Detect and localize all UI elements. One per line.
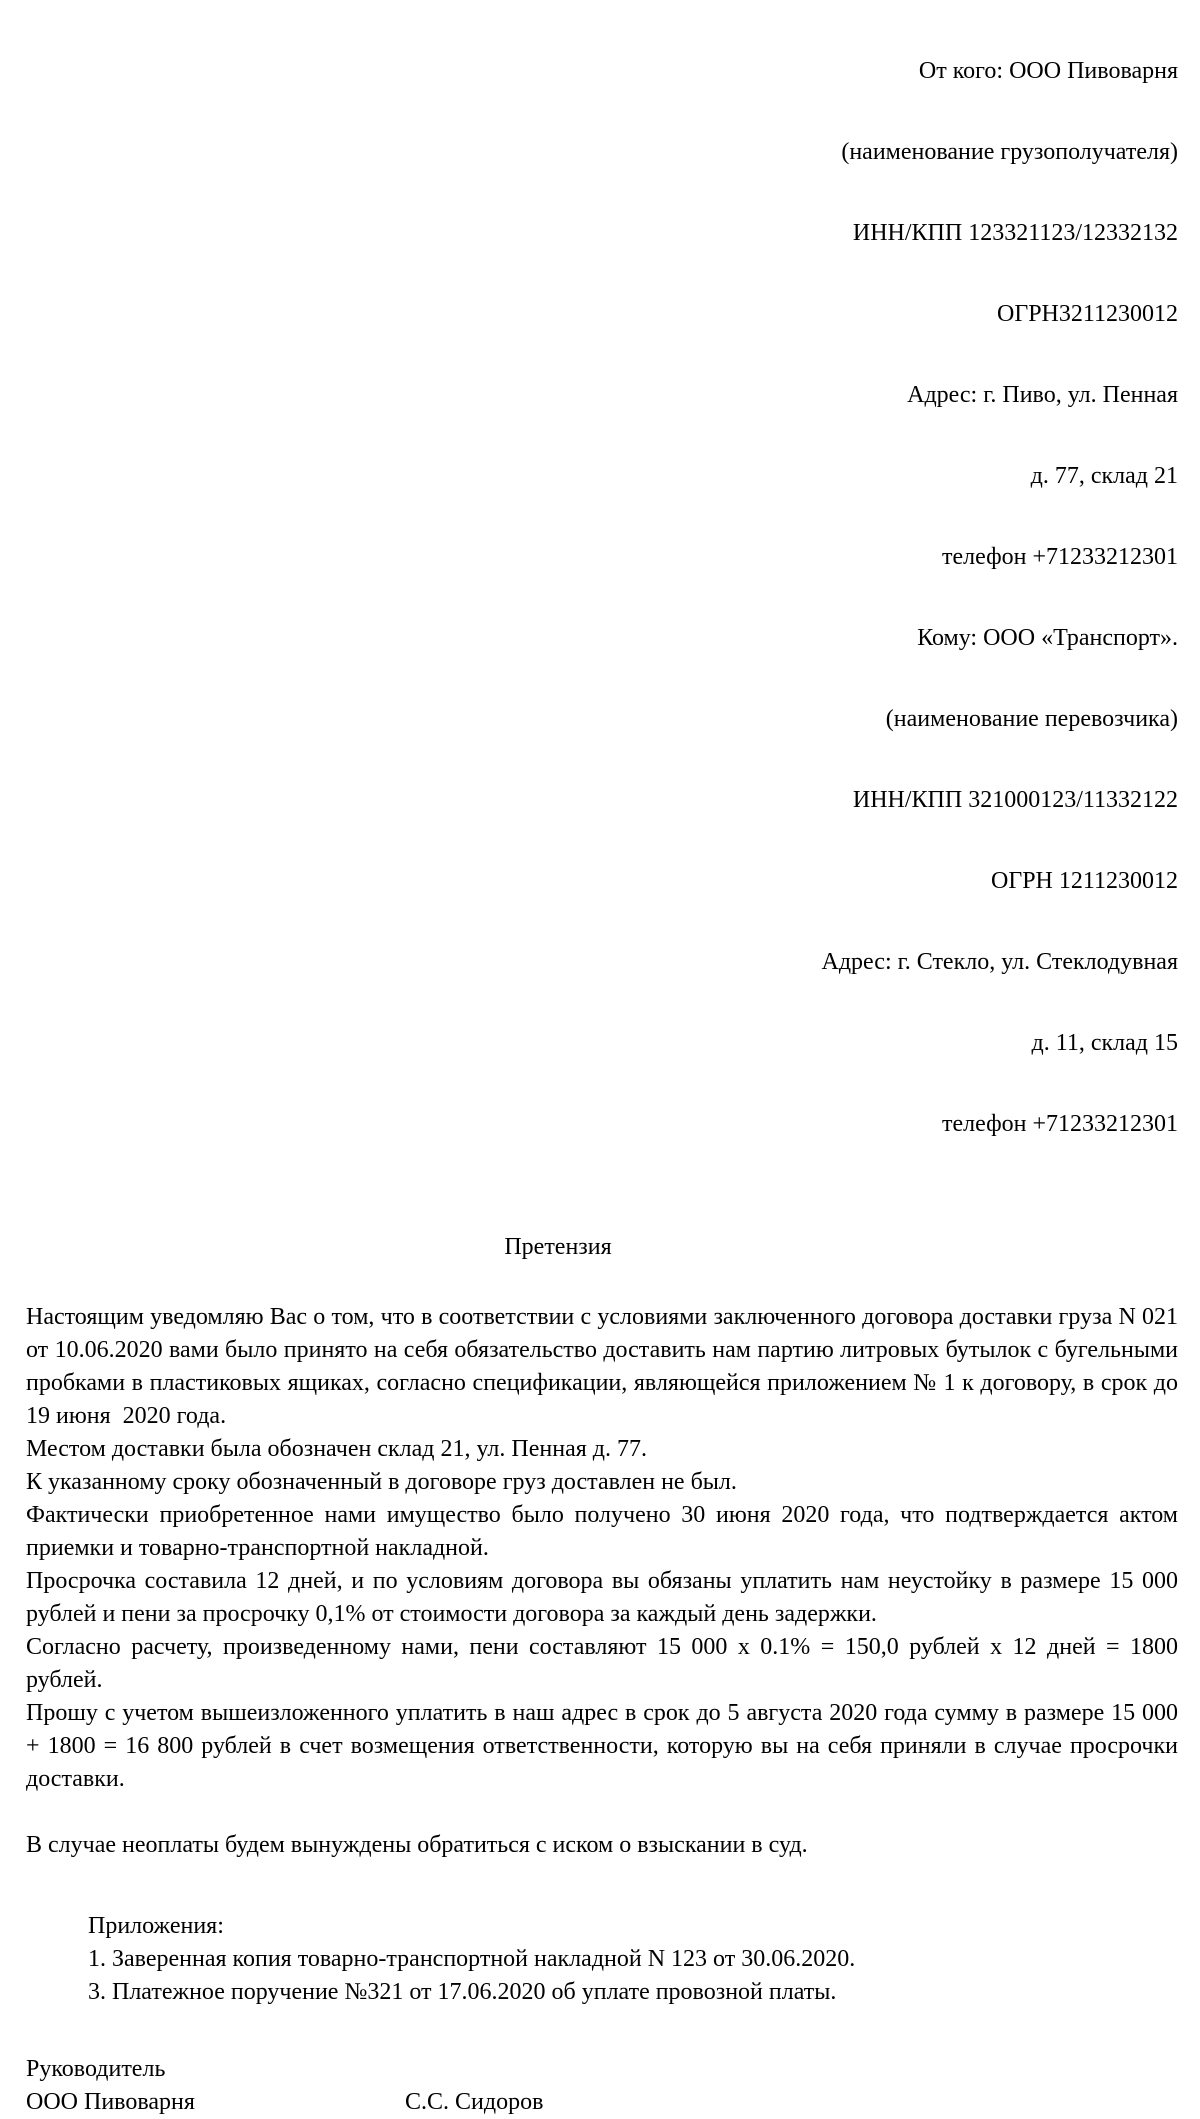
body-paragraph: Просрочка составила 12 дней, и по условиям договора вы обязаны уплатить нам неустойку в размере 15 000 рублей и пени за просрочку 0,1% от стоимости договора за каждый день задержки. <box>26 1568 1184 1627</box>
signature-block <box>26 2053 1178 2119</box>
body-paragraph: Настоящим уведомляю Вас о том, что в соответствии с условиями заключенного договора доставки груза N 021 от 10.06.2020 вами было принято на себя обязательство доставить нам партию литровых бутылок с бугельными пробками в пластиковых ящиках, согласно спецификации, являющейся приложением № 1 к договору, в срок до 19 июня 2020 года. <box>26 1304 1184 1429</box>
body-paragraph: Согласно расчету, произведенному нами, пени составляют 15 000 x 0.1% = 150,0 рублей x 12 дней = 1800 рублей. <box>26 1634 1184 1693</box>
recipient-line: Адрес: г. Стекло, ул. Стеклодувная <box>821 949 1178 975</box>
closing-statement: В случае неоплаты будем вынуждены обратиться с иском о взыскании в суд. <box>26 1832 808 1858</box>
sender-line: (наименование грузополучателя) <box>841 139 1178 165</box>
body-paragraph: Местом доставки была обозначен склад 21, ул. Пенная д. 77. <box>26 1436 647 1462</box>
signature-row <box>26 2086 1178 2119</box>
attachment-item: 1. Заверенная копия товарно-транспортной накладной N 123 от 30.06.2020. <box>88 1946 856 1972</box>
body-paragraph: Прошу с учетом вышеизложенного уплатить в наш адрес в срок до 5 августа 2020 года сумму в размере 15 000 + 1800 = 16 800 рублей в счет возмещения ответственности, которую вы на себя приняли в случае просрочки доставки. <box>26 1700 1184 1792</box>
sender-line: Адрес: г. Пиво, ул. Пенная <box>907 382 1178 408</box>
signatory-organization: ООО Пивоварня <box>26 2089 195 2115</box>
sender-line: ОГРН3211230012 <box>997 301 1178 327</box>
sender-line: От кого: ООО Пивоварня <box>918 58 1178 84</box>
recipient-line: ИНН/КПП 321000123/11332122 <box>852 787 1178 813</box>
recipient-line: ОГРН 1211230012 <box>991 868 1178 894</box>
recipient-line: телефон +71233212301 <box>942 1111 1178 1137</box>
document-title: Претензия <box>504 1234 612 1260</box>
sender-line: ИНН/КПП 123321123/12332132 <box>852 220 1178 246</box>
recipient-line: (наименование перевозчика) <box>885 706 1178 732</box>
signatory-role: Руководитель <box>26 2056 166 2082</box>
body-paragraph: Фактически приобретенное нами имущество было получено 30 июня 2020 года, что подтверждается актом приемки и товарно-транспортной накладной. <box>26 1502 1184 1561</box>
body-paragraph: К указанному сроку обозначенный в договоре груз доставлен не был. <box>26 1469 737 1495</box>
attachment-item: 3. Платежное поручение №321 от 17.06.2020 об уплате провозной платы. <box>88 1979 837 2005</box>
sender-line: телефон +71233212301 <box>942 544 1178 570</box>
sender-line: д. 77, склад 21 <box>1030 463 1178 489</box>
signatory-name: С.С. Сидоров <box>405 2089 544 2115</box>
recipient-line: д. 11, склад 15 <box>1031 1030 1178 1056</box>
document-body <box>26 1301 1184 1796</box>
attachments-section <box>88 1910 1178 2009</box>
attachments-heading: Приложения: <box>88 1913 224 1939</box>
letter-header <box>26 0 1178 1192</box>
recipient-line: Кому: ООО «Транспорт». <box>917 625 1178 651</box>
